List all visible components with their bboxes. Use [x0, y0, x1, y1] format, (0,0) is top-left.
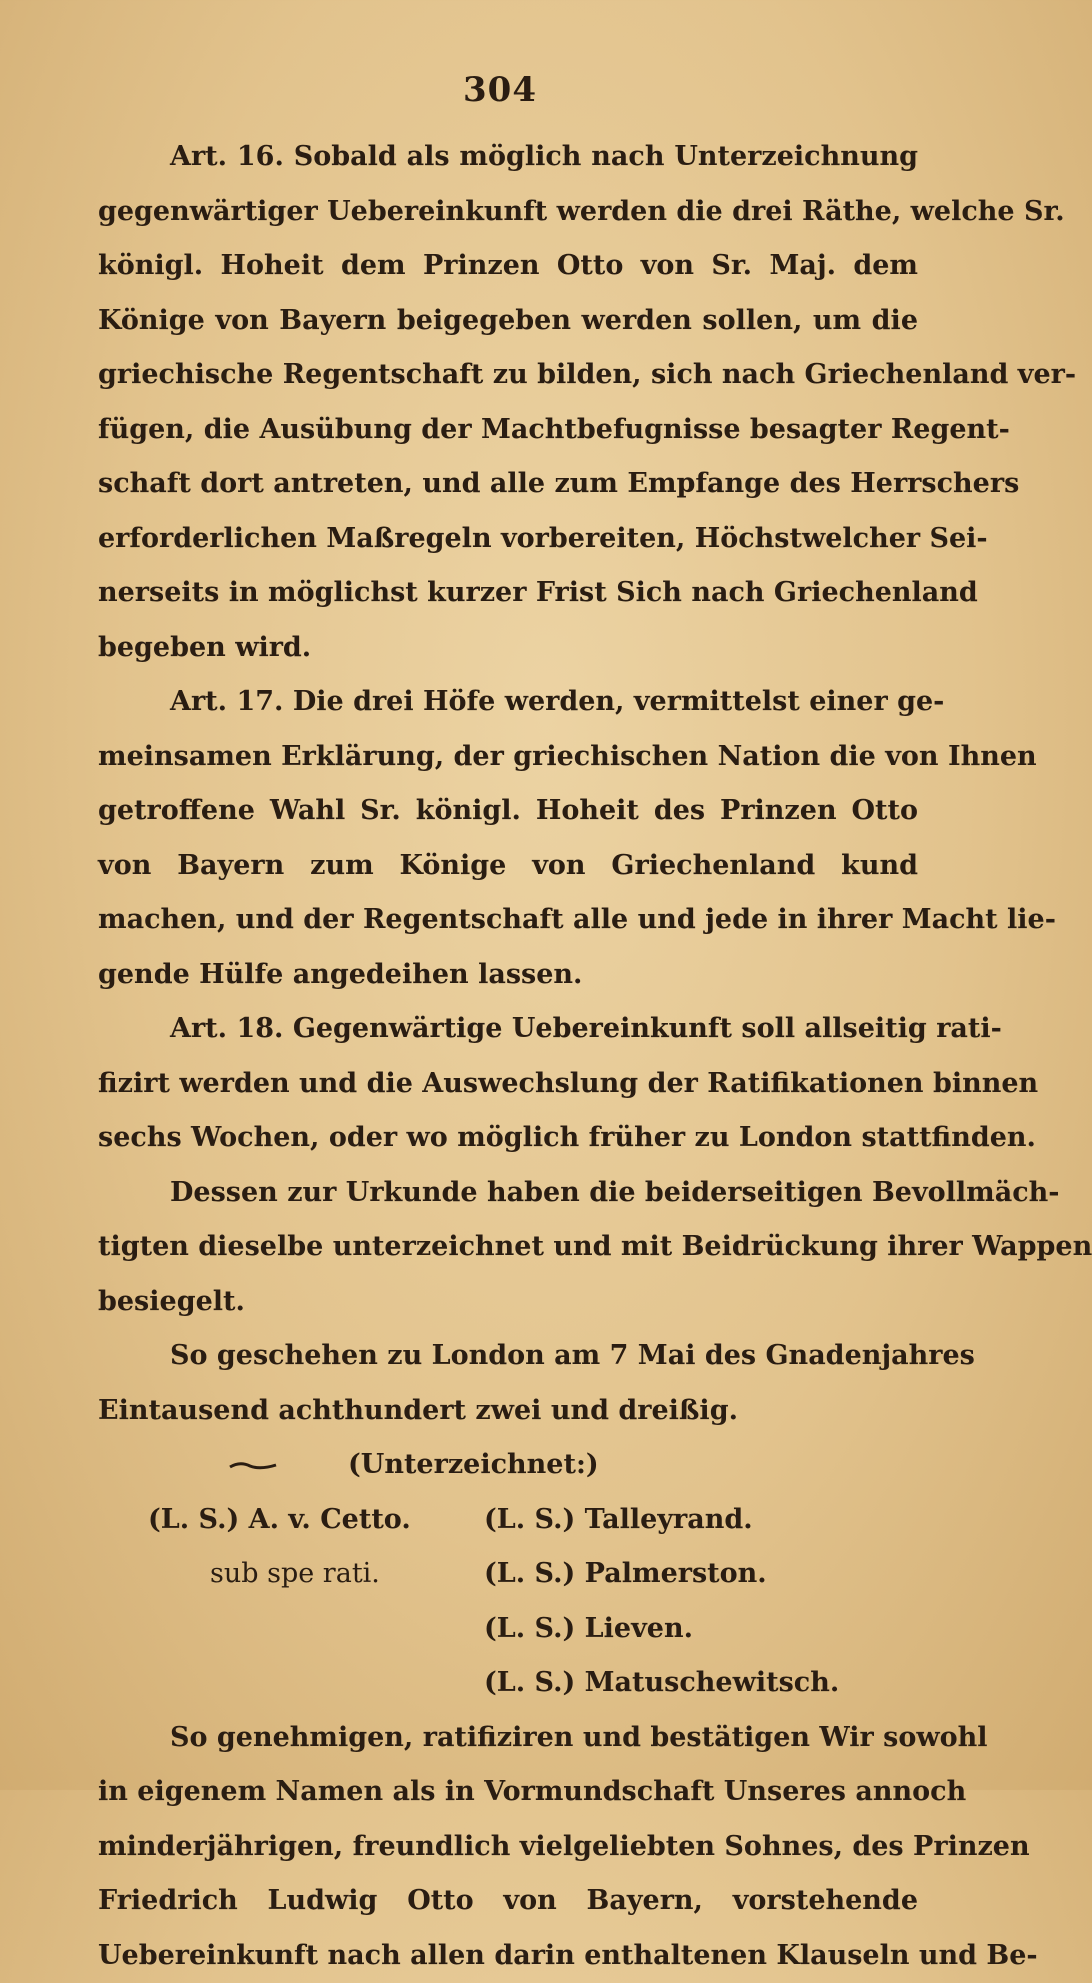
- signature-row: [98, 1656, 918, 1711]
- sub-spe-rati-note: sub spe rati.: [98, 1547, 484, 1602]
- text-line: Könige von Bayern beigegeben werden sollen, um die: [98, 294, 918, 349]
- text-line: Eintausend achthundert zwei und dreißig.: [98, 1384, 918, 1439]
- text-line: königl. Hoheit dem Prinzen Otto von Sr. Maj. dem: [98, 239, 918, 294]
- text-line: tigten dieselbe unterzeichnet und mit Beidrückung ihrer Wappen: [98, 1220, 918, 1275]
- text-line: Art. 16. Sobald als möglich nach Unterzeichnung: [98, 130, 918, 185]
- page-text: [98, 130, 918, 1983]
- signature-lieven: (L. S.) Lieven.: [484, 1602, 918, 1657]
- text-line: So genehmigen, ratifiziren und bestätigen Wir sowohl: [98, 1711, 918, 1766]
- text-line: So geschehen zu London am 7 Mai des Gnadenjahres: [98, 1329, 918, 1384]
- text-line: Art. 18. Gegenwärtige Uebereinkunft soll allseitig rati-: [98, 1002, 918, 1057]
- text-line: Art. 17. Die drei Höfe werden, vermittelst einer ge-: [98, 675, 918, 730]
- text-line: Dessen zur Urkunde haben die beiderseitigen Bevollmäch-: [98, 1166, 918, 1221]
- signature-row: [98, 1547, 918, 1602]
- text-line: Uebereinkunft nach allen darin enthaltenen Klauseln und Be-: [98, 1929, 918, 1983]
- text-line: nerseits in möglichst kurzer Frist Sich nach Griechenland: [98, 566, 918, 621]
- text-line: machen, und der Regentschaft alle und jede in ihrer Macht lie-: [98, 893, 918, 948]
- text-line: fügen, die Ausübung der Machtbefugnisse besagter Regent-: [98, 403, 918, 458]
- text-line: gegenwärtiger Uebereinkunft werden die drei Räthe, welche Sr.: [98, 185, 918, 240]
- signature-row: [98, 1602, 918, 1657]
- text-line: gende Hülfe angedeihen lassen.: [98, 948, 918, 1003]
- text-line: begeben wird.: [98, 621, 918, 676]
- text-line: minderjährigen, freundlich vielgeliebten Sohnes, des Prinzen: [98, 1820, 918, 1875]
- text-line: erforderlichen Maßregeln vorbereiten, Höchstwelcher Sei-: [98, 512, 918, 567]
- page-number: 304: [0, 70, 1000, 110]
- article-16: [98, 130, 918, 675]
- text-line: besiegelt.: [98, 1275, 918, 1330]
- text-line: sechs Wochen, oder wo möglich früher zu London stattfinden.: [98, 1111, 918, 1166]
- signature-row: [98, 1493, 918, 1548]
- text-line: meinsamen Erklärung, der griechischen Nation die von Ihnen: [98, 730, 918, 785]
- signature-talleyrand: (L. S.) Talleyrand.: [484, 1493, 918, 1548]
- ratification-paragraph: [98, 1711, 918, 1983]
- text-line: getroffene Wahl Sr. königl. Hoheit des Prinzen Otto: [98, 784, 918, 839]
- date-paragraph: [98, 1329, 918, 1438]
- attestation-paragraph: [98, 1166, 918, 1330]
- text-line: Friedrich Ludwig Otto von Bayern, vorstehende: [98, 1874, 918, 1929]
- signed-heading-row: [98, 1438, 918, 1493]
- text-line: fizirt werden und die Auswechslung der Ratifikationen binnen: [98, 1057, 918, 1112]
- signature-cetto: (L. S.) A. v. Cetto.: [98, 1493, 484, 1548]
- signature-matuschewitsch: (L. S.) Matuschewitsch.: [484, 1656, 918, 1711]
- signature-block: [98, 1493, 918, 1711]
- text-line: schaft dort antreten, und alle zum Empfange des Herrschers: [98, 457, 918, 512]
- text-line: von Bayern zum Könige von Griechenland kund: [98, 839, 918, 894]
- ornament-icon: [228, 1461, 278, 1471]
- article-18: [98, 1002, 918, 1166]
- text-line: griechische Regentschaft zu bilden, sich nach Griechenland ver-: [98, 348, 918, 403]
- article-17: [98, 675, 918, 1002]
- signed-heading: (Unterzeichnet:): [348, 1449, 599, 1480]
- text-line: in eigenem Namen als in Vormundschaft Unseres annoch: [98, 1765, 918, 1820]
- signature-palmerston: (L. S.) Palmerston.: [484, 1547, 918, 1602]
